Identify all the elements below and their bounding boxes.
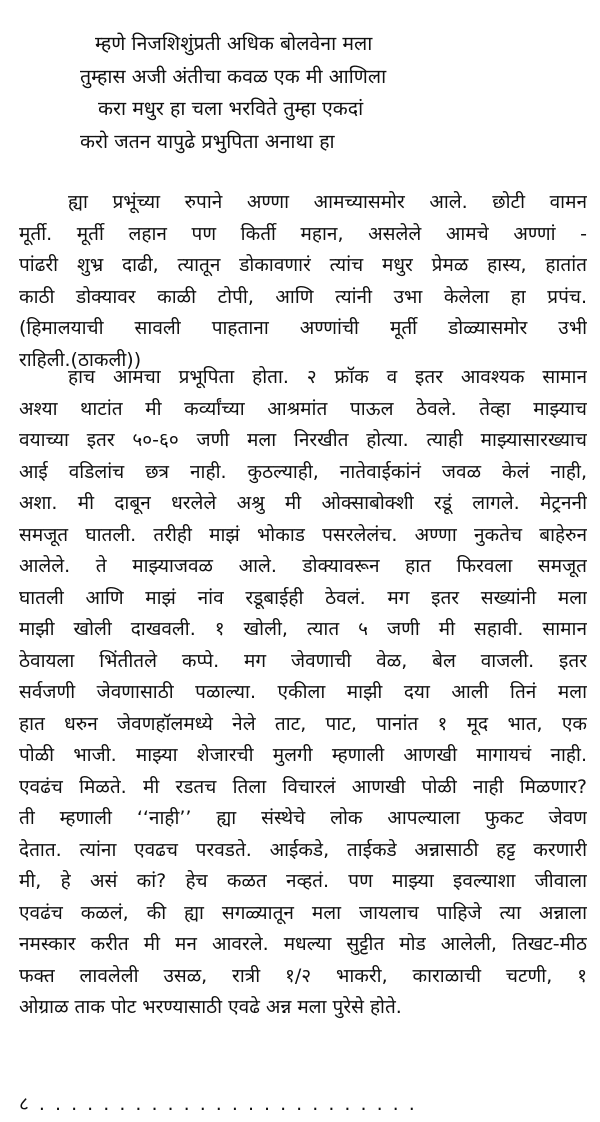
text-line: काठी डोक्यावर काळी टोपी, आणि त्यांनी उभा केलेला हा प्रपंच.: [19, 285, 587, 308]
text-line: समजूत घातली. तरीही माझं भोकाड पसरलेलंच. अण्णा नुकतेच बाहेरुन: [19, 523, 587, 546]
text-line: राहिली.(ठाकली)): [19, 348, 142, 371]
text-line: हात धरुन जेवणहॉलमध्ये नेले ताट, पाट, पानांत १ मूद भात, एक: [19, 712, 587, 735]
text-line: एवढंच कळलं, की ह्या सगळ्यातून मला जायलाच पाहिजे त्या अन्नाला: [19, 901, 587, 924]
text-line: ठेवायला भिंतीतले कप्पे. मग जेवणाची वेळ, बेल वाजली. इतर: [19, 649, 587, 672]
text-line: पांढरी शुभ्र दाढी, त्यातून डोकावणारं त्यांच मधुर प्रेमळ हास्य, हातांत: [19, 254, 587, 276]
text-line: एवढंच मिळते. मी रडतच तिला विचारलं आणखी पोळी नाही मिळणार?: [19, 775, 587, 798]
text-line: देतात. त्यांना एवढच परवडते. आईकडे, ताईकडे अन्नासाठी हट्ट करणारी: [19, 838, 587, 861]
poem-line: तुम्हास अजी अंतीचा कवळ एक मी आणिला: [80, 64, 387, 88]
poem-line: करा मधुर हा चला भरविते तुम्हा एकदां: [98, 97, 364, 120]
text-line: वयाच्या इतर ५०-६० जणी मला निरखीत होत्या. त्याही माझ्यासारख्याच: [19, 429, 587, 451]
poem-stanza: [0, 28, 600, 158]
paragraph-1: [19, 187, 587, 376]
text-line: अश्या थाटांत मी कर्व्यांच्या आश्रमांत पाऊल ठेवले. तेव्हा माझ्याच: [19, 397, 587, 420]
text-line: माझी खोली दाखवली. १ खोली, त्यात ५ जणी मी सहावी. सामान: [19, 618, 587, 640]
page-number-footer: ८ . . . . . . . . . . . . . . . . . . . . . . . .: [19, 1093, 417, 1115]
text-line: सर्वजणी जेवणासाठी पळाल्या. एकीला माझी दया आली तिनं मला: [19, 681, 587, 703]
text-line: घातली आणि माझं नांव रडूबाईही ठेवलं. मग इतर सख्यांनी मला: [19, 586, 587, 609]
text-line: फक्त लावलेली उसळ, रात्री १/२ भाकरी, काराळाची चटणी, १: [19, 964, 587, 987]
text-line: मूर्ती. मूर्ती लहान पण किर्ती महान, असलेले आमचे अण्णां -: [19, 222, 587, 245]
poem-line: करो जतन यापुढे प्रभुपिता अनाथा हा: [80, 129, 335, 153]
text-line: ओग्राळ ताक पोट भरण्यासाठी एवढे अन्न मला पुरेसे होते.: [19, 996, 402, 1018]
text-line: हाच आमचा प्रभूपिता होता. २ फ्रॉक व इतर आवश्यक सामान: [68, 366, 587, 388]
text-line: आई वडिलांच छत्र नाही. कुठल्याही, नातेवाईकांनं जवळ केलं नाही,: [19, 460, 587, 483]
text-line: ह्या प्रभूंच्या रुपाने अण्णा आमच्यासमोर आले. छोटी वामन: [68, 191, 587, 213]
poem-line: म्हणे निजशिशुंप्रती अधिक बोलवेना मला: [95, 32, 373, 55]
text-line: आलेले. ते माझ्याजवळ आले. डोक्यावरून हात फिरवला समजूत: [19, 555, 587, 577]
text-line: (हिमालयाची सावली पाहताना अण्णांची मूर्ती डोळ्यासमोर उभी: [19, 317, 587, 339]
text-line: मी, हे असं कां? हेच कळत नव्हतं. पण माझ्या इवल्याशा जीवाला: [19, 870, 587, 892]
paragraph-2: [19, 362, 587, 1024]
text-line: ती म्हणाली ‘‘नाही’’ ह्या संस्थेचे लोक आपल्याला फुकट जेवण: [19, 807, 587, 829]
text-line: नमस्कार करीत मी मन आवरले. मधल्या सुट्टीत मोड आलेली, तिखट-मीठ: [19, 933, 587, 955]
text-line: पोळी भाजी. माझ्या शेजारची मुलगी म्हणाली आणखी मागायचं नाही.: [19, 744, 587, 766]
text-line: अशा. मी दाबून धरलेले अश्रु मी ओक्साबोक्शी रडूं लागले. मेट्रननी: [19, 492, 587, 514]
